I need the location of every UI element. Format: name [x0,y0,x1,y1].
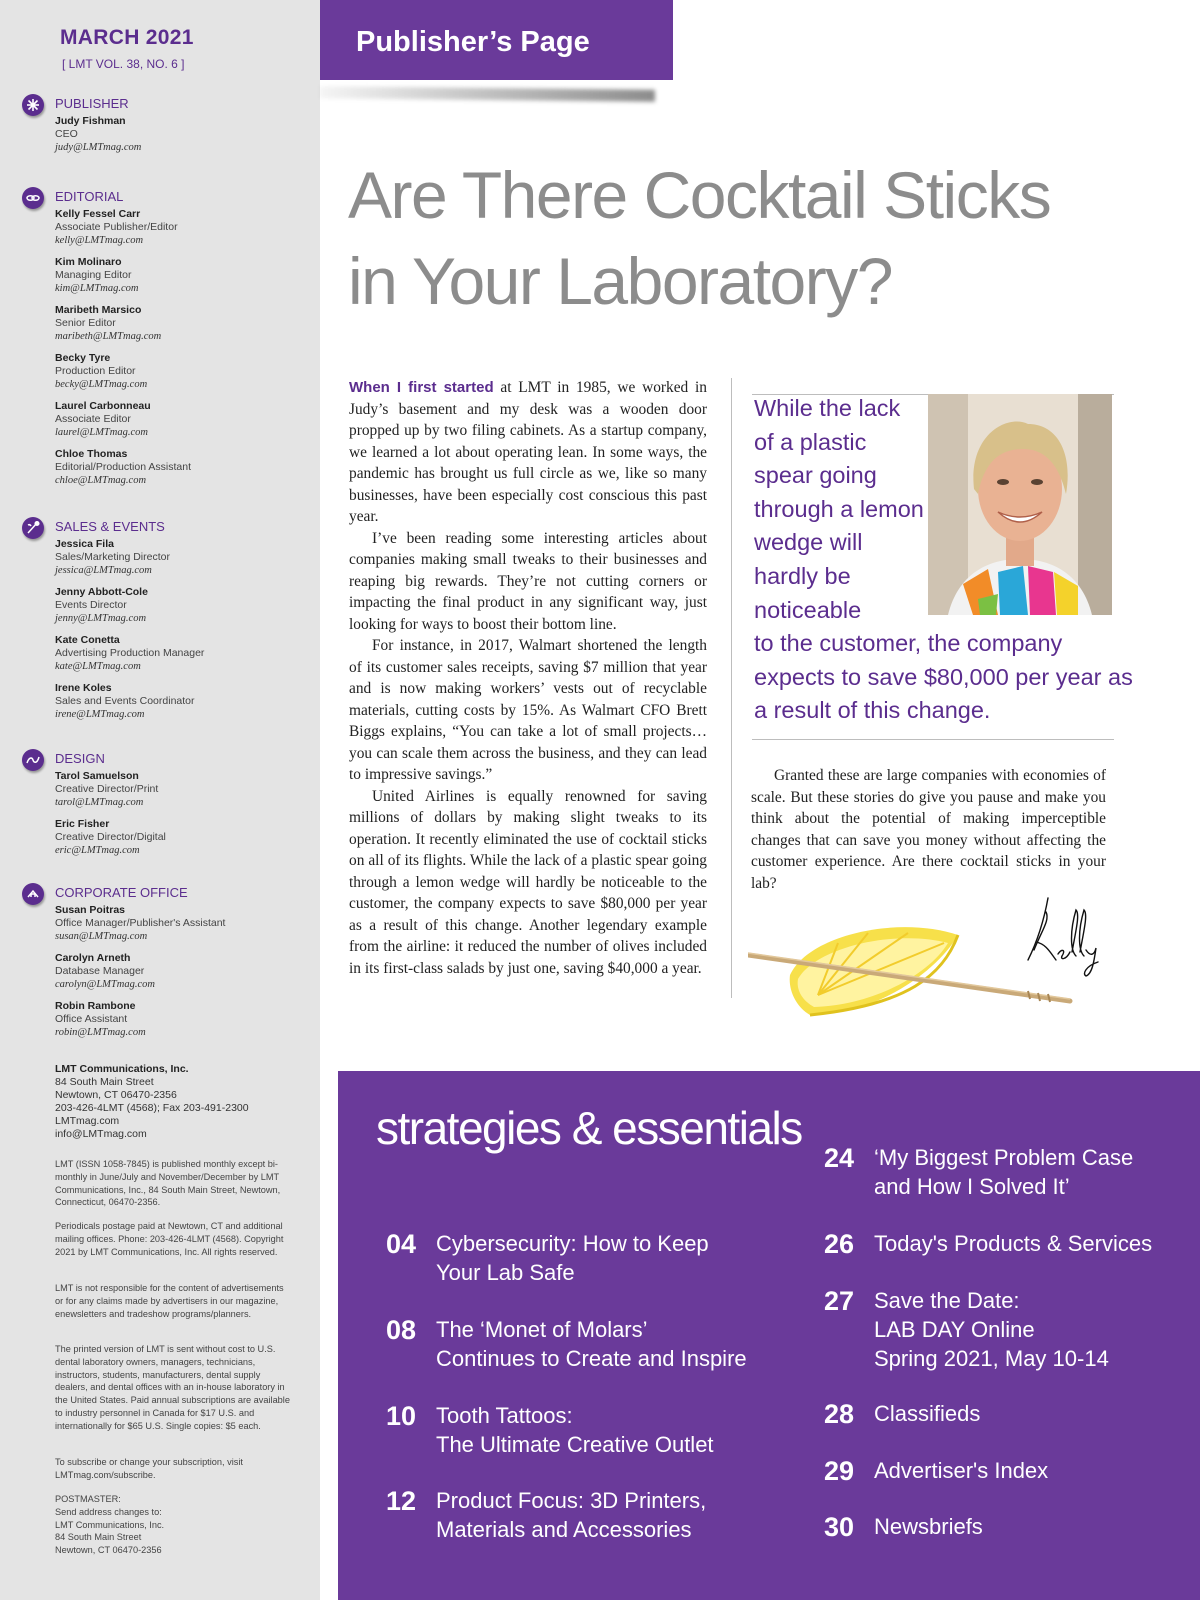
fine-print-disclaimer: LMT is not responsible for the content of advertisements or for any claims made by advertisers in our magazine, enewsletters and tradeshow programs/planners. [55,1283,284,1319]
staff-name: Kelly Fessel Carr [55,208,141,220]
section-title: PUBLISHER [55,96,129,111]
postmaster-line: Send address changes to: [55,1506,162,1517]
staff-role: Database Manager [55,965,145,977]
staff-entry [55,538,295,577]
staff-name: Chloe Thomas [55,448,128,460]
pull-quote-rule-bottom [752,739,1114,740]
staff-entry [55,634,295,673]
staff-entry [55,256,295,295]
staff-name: Kate Conetta [55,634,120,646]
fine-print-subscribe: To subscribe or change your subscription, visit LMTmag.com/subscribe. [55,1457,243,1480]
section-title: CORPORATE OFFICE [55,885,188,900]
staff-email[interactable]: jenny@LMTmag.com [55,613,147,624]
toc-page-number: 27 [824,1286,855,1316]
sales-icon [22,517,44,539]
toc-page-number: 29 [824,1456,855,1486]
toc-page-number: 30 [824,1512,855,1542]
issue-volume: [ LMT VOL. 38, NO. 6 ] [62,57,185,71]
staff-email[interactable]: kelly@LMTmag.com [55,235,144,246]
staff-email[interactable]: maribeth@LMTmag.com [55,331,162,342]
staff-entry [55,208,295,247]
company-name: LMT Communications, Inc. [55,1063,189,1075]
section-title: DESIGN [55,751,105,766]
toc-title: ‘My Biggest Problem Case and How I Solved It’ [874,1145,1134,1199]
article-paragraph: United Airlines is equally renowned for saving millions of dollars by making slight tweaks to its operation. It recently eliminated the use of cocktail sticks on all of its flights. While the lack of a plastic spear going through a lemon wedge will hardly be noticeable to the customer, the company expects to save $80,000 per year as a result of this change. Another legendary example from the airline: it reduced the number of olives included in its first-class salads by just one, saving $40,000 a year. [349,787,707,977]
staff-name: Jessica Fila [55,538,114,550]
pull-quote-part1: While the lack of a plastic spear going through a lemon wedge will hardly be noticeable [754,395,924,623]
pull-quote-part2: to the customer, the company expects to save $80,000 per year as a result of this change. [754,630,1133,724]
toc-page-number: 04 [386,1229,417,1259]
staff-email[interactable]: laurel@LMTmag.com [55,427,148,438]
staff-role: Editorial/Production Assistant [55,461,191,473]
staff-email[interactable]: jessica@LMTmag.com [55,565,152,576]
staff-role: Events Director [55,599,127,611]
company-info [55,1063,295,1141]
fine-print-issn: LMT (ISSN 1058-7845) is published monthly except bi-monthly in June/July and November/December by LMT Communications, Inc., 84 South Main Street, Newtown, Connecticut, 06470-2356. [55,1159,281,1208]
toc-page-number: 26 [824,1229,855,1259]
toc-page-number: 28 [824,1399,855,1429]
editorial-icon [22,187,44,209]
toc-title: The ‘Monet of Molars’ Continues to Create and Inspire [436,1317,747,1371]
company-email[interactable]: info@LMTmag.com [55,1128,147,1140]
toc-title: Tooth Tattoos: The Ultimate Creative Outlet [436,1403,714,1457]
headline-line: Are There Cocktail Sticks [348,158,1051,232]
staff-role: Creative Director/Print [55,783,159,795]
fine-print-subscription: The printed version of LMT is sent without cost to U.S. dental laboratory owners, managers, technicians, instructors, students, manufacturers, dental supply dealers, and dental offices with an in-house laboratory in the United States. Paid annual subscriptions are available to industry personnel in Canada for $17 U.S. and internationally for $65 U.S. Single copies: $5 each. [55,1344,290,1431]
staff-role: Associate Editor [55,413,131,425]
author-photo [928,394,1112,615]
panel-title: strategies & essentials [376,1102,802,1154]
toc-title: Save the Date: LAB DAY Online Spring 2021, May 10-14 [874,1288,1109,1371]
column-divider [731,378,732,998]
article-headline [348,152,1168,324]
lead-in: When I first started [349,379,494,396]
headline-line: in Your Laboratory? [348,244,892,318]
postmaster-block [55,1493,290,1557]
staff-email[interactable]: robin@LMTmag.com [55,1027,146,1038]
staff-email[interactable]: judy@LMTmag.com [55,142,142,153]
staff-email[interactable]: carolyn@LMTmag.com [55,979,155,990]
staff-name: Tarol Samuelson [55,770,139,782]
company-web[interactable]: LMTmag.com [55,1115,120,1127]
article-paragraph [349,377,707,528]
issue-date: MARCH 2021 [60,26,194,49]
publishers-page-tab [320,0,673,80]
staff-name: Robin Rambone [55,1000,136,1012]
toc-page-number: 12 [386,1486,417,1516]
staff-name: Kim Molinaro [55,256,122,268]
staff-email[interactable]: kim@LMTmag.com [55,283,139,294]
toc-page-number: 08 [386,1315,417,1345]
article-paragraph: Granted these are large companies with economies of scale. But these stories do give you pause and make you think about the potential of making imperceptible changes that can save you money without affecting the customer experience. Are there cocktail sticks in your lab? [751,767,1106,892]
design-icon [22,749,44,771]
staff-email[interactable]: chloe@LMTmag.com [55,475,147,486]
staff-email[interactable]: eric@LMTmag.com [55,845,140,856]
postmaster-line: 84 South Main Street [55,1532,142,1543]
staff-name: Susan Poitras [55,904,126,916]
staff-role: Production Editor [55,365,136,377]
staff-role: Sales/Marketing Director [55,551,170,563]
page-section-title: Publisher’s Page [356,26,590,58]
publisher-icon [22,94,44,116]
staff-entry [55,904,295,943]
staff-role: CEO [55,128,78,140]
staff-entry [55,448,295,487]
staff-email[interactable]: becky@LMTmag.com [55,379,148,390]
staff-role: Associate Publisher/Editor [55,221,178,233]
staff-entry [55,682,295,721]
staff-email[interactable]: irene@LMTmag.com [55,709,145,720]
staff-role: Managing Editor [55,269,132,281]
staff-name: Becky Tyre [55,352,111,364]
strategies-essentials-panel [338,1071,1200,1600]
postmaster-line: Newtown, CT 06470-2356 [55,1545,162,1556]
section-title: EDITORIAL [55,189,124,204]
staff-email[interactable]: kate@LMTmag.com [55,661,141,672]
postmaster-line: LMT Communications, Inc. [55,1519,165,1530]
toc-title: Cybersecurity: How to Keep Your Lab Safe [436,1231,709,1285]
section-title: SALES & EVENTS [55,519,165,534]
article-paragraph: I’ve been reading some interesting articles about companies making small tweaks to their businesses and reaping big rewards. They’re not cutting corners or impacting the final product in any significant way, just looking for ways to boost their bottom line. [349,529,707,633]
toc-page-number: 24 [824,1143,855,1173]
article-paragraph: For instance, in 2017, Walmart shortened the length of its customer sales receipts, saving $7 million that year and is now making workers’ vests out of recyclable materials, cutting costs by 15%. As Walmart CFO Brett Biggs explains, “You can take a lot of small projects…you can scale them across the business, and they can lead to impressive savings.” [349,637,707,783]
staff-email[interactable]: susan@LMTmag.com [55,931,148,942]
toc-title: Product Focus: 3D Printers, Materials and Accessories [436,1488,707,1542]
staff-entry [55,952,295,991]
staff-entry [55,1000,295,1039]
staff-role: Sales and Events Coordinator [55,695,195,707]
toc-title: Today's Products & Services [874,1231,1153,1256]
company-phone: 203-426-4LMT (4568); Fax 203-491-2300 [55,1102,249,1114]
toc-title: Advertiser's Index [874,1458,1049,1483]
staff-name: Jenny Abbott-Cole [55,586,148,598]
staff-name: Judy Fishman [55,115,126,127]
masthead-sidebar [0,0,320,1600]
company-city: Newtown, CT 06470-2356 [55,1089,177,1101]
staff-entry [55,115,295,154]
company-street: 84 South Main Street [55,1076,154,1088]
staff-name: Irene Koles [55,682,112,694]
staff-role: Creative Director/Digital [55,831,166,843]
staff-entry [55,304,295,343]
toc-page-number: 10 [386,1401,417,1431]
staff-name: Eric Fisher [55,818,110,830]
staff-role: Office Manager/Publisher's Assistant [55,917,226,929]
staff-role: Office Assistant [55,1013,128,1025]
paragraph-text: at LMT in 1985, we worked in Judy’s basement and my desk was a wooden door propped up by two filing cabinets. As a startup company, we learned a lot about operating lean. In some ways, the pandemic has brought us full circle as we, like so many businesses, have been especially cost conscious this past year. [349,379,707,525]
staff-name: Maribeth Marsico [55,304,142,316]
postmaster-label: POSTMASTER: [55,1494,121,1504]
corporate-icon [22,883,44,905]
staff-role: Advertising Production Manager [55,647,205,659]
staff-role: Senior Editor [55,317,116,329]
staff-name: Laurel Carbonneau [55,400,151,412]
staff-name: Carolyn Arneth [55,952,131,964]
staff-entry [55,770,295,809]
toc-title: Classifieds [874,1401,981,1426]
editor-signature [1020,890,1110,980]
staff-entry [55,352,295,391]
fine-print-postage: Periodicals postage paid at Newtown, CT and additional mailing offices. Phone: 203-426-4LMT (4568). Copyright 2021 by LMT Communications, Inc. All rights reserved. [55,1221,284,1257]
article-column-left [349,377,707,979]
staff-entry [55,586,295,625]
staff-entry [55,400,295,439]
toc-title: Newsbriefs [874,1514,983,1539]
staff-entry [55,818,295,857]
staff-email[interactable]: tarol@LMTmag.com [55,797,144,808]
tab-shadow [320,86,655,102]
